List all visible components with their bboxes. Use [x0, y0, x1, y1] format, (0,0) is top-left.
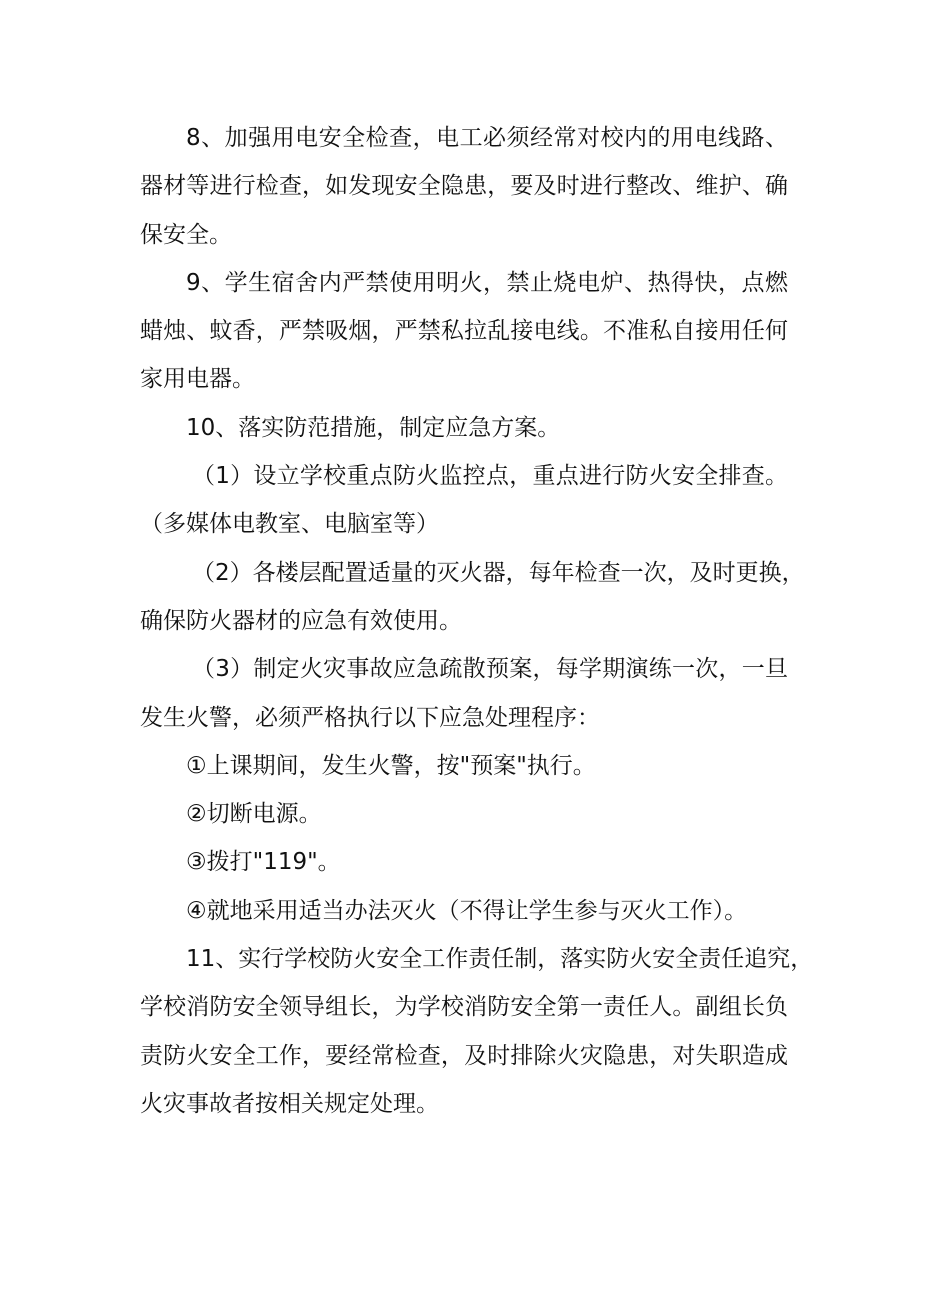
text-line: 保安全。: [140, 221, 232, 248]
text-line: （3）制定火灾事故应急疏散预案，每学期演练一次，一旦: [192, 656, 788, 683]
sub-item-3: [140, 645, 788, 742]
paragraph-item-11: [140, 935, 814, 1128]
text-line: （1）设立学校重点防火监控点，重点进行防火安全排查。: [192, 463, 788, 490]
text-line: 发生火警，必须严格执行以下应急处理程序：: [140, 704, 600, 731]
text-line: ③拨打"119"。: [186, 849, 341, 876]
text-line: ②切断电源。: [186, 801, 322, 828]
text-line: 器材等进行检查，如发现安全隐患，要及时进行整改、维护、确: [140, 173, 788, 200]
sub-item-1: [140, 452, 788, 549]
procedure-step-1: [140, 742, 788, 790]
procedure-step-2: [140, 790, 788, 838]
sub-item-2: [140, 549, 805, 646]
text-line: 确保防火器材的应急有效使用。: [140, 607, 462, 634]
text-line: （多媒体电教室、电脑室等）: [140, 511, 439, 538]
paragraph-item-10: [140, 404, 788, 452]
text-line: 责防火安全工作，要经常检查，及时排除火灾隐患，对失职造成: [140, 1042, 788, 1069]
text-line: ①上课期间，发生火警，按"预案"执行。: [186, 752, 596, 779]
document-body: [140, 114, 814, 1128]
text-line: 火灾事故者按相关规定处理。: [140, 1090, 439, 1117]
procedure-step-4: [140, 887, 788, 935]
text-line: 10、落实防范措施，制定应急方案。: [186, 414, 561, 441]
text-line: 蜡烛、蚊香，严禁吸烟，严禁私拉乱接电线。不准私自接用任何: [140, 318, 788, 345]
text-line: 家用电器。: [140, 366, 255, 393]
procedure-step-3: [140, 838, 788, 886]
text-line: 11、实行学校防火安全工作责任制，落实防火安全责任追究，: [186, 946, 814, 973]
text-line: 学校消防安全领导组长，为学校消防安全第一责任人。副组长负: [140, 994, 788, 1021]
text-line: （2）各楼层配置适量的灭火器，每年检查一次，及时更换，: [192, 559, 805, 586]
text-line: 8、加强用电安全检查，电工必须经常对校内的用电线路、: [186, 125, 788, 151]
paragraph-item-9: [140, 259, 788, 404]
text-line: 9、学生宿舍内严禁使用明火，禁止烧电炉、热得快，点燃: [186, 269, 788, 296]
paragraph-item-8: [140, 114, 788, 259]
text-line: ④就地采用适当办法灭火（不得让学生参与灭火工作）。: [186, 897, 748, 924]
